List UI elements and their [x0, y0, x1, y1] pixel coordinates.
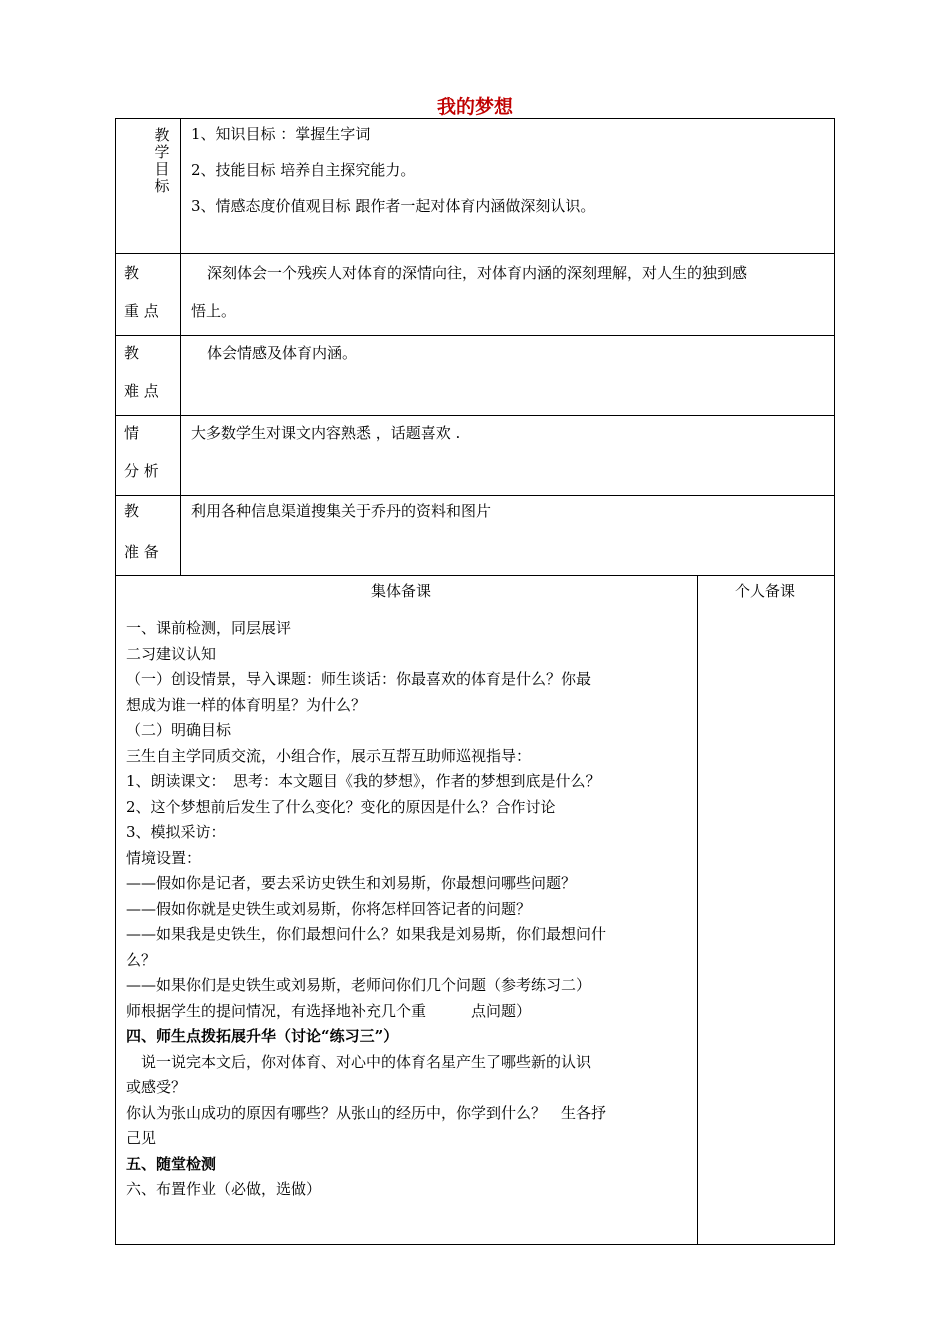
plan-line: ——如果我是史铁生，你们最想问什么？如果我是刘易斯，你们最想问什	[126, 925, 607, 943]
plan-line: （一）创设情景，导入课题：师生谈话：你最喜欢的体育是什么？你最	[126, 670, 592, 688]
analysis-row	[116, 416, 834, 496]
prep-label-top: 教	[124, 502, 140, 520]
difficulty-content-cell	[181, 336, 834, 415]
goals-label: 教学目标	[154, 126, 170, 195]
focus-label-bottom: 重 点	[124, 302, 159, 320]
plan-line: 3、模拟采访：	[126, 823, 226, 841]
plan-content	[126, 616, 691, 1203]
plan-line: 想成为谁一样的体育明星？为什么？	[126, 695, 367, 714]
goal-skill: 2、技能目标 培养自主探究能力。	[191, 161, 416, 179]
column-divider	[697, 576, 698, 1244]
difficulty-label-cell	[116, 336, 181, 415]
goal-emotion: 3、情感态度价值观目标 跟作者一起对体育内涵做深刻认识。	[191, 197, 596, 215]
plan-line: ——假如你是记者，要去采访史铁生和刘易斯，你最想问哪些问题？	[126, 874, 577, 892]
analysis-text: 大多数学生对课文内容熟悉 ，话题喜欢 .	[191, 424, 461, 442]
plan-section-heading: 五、随堂检测	[126, 1154, 217, 1173]
goals-row	[116, 119, 834, 254]
plan-line: 师根据学生的提问情况，有选择地补充几个重 点问题）	[126, 1001, 532, 1020]
focus-text-line2: 悟上。	[191, 302, 237, 320]
focus-label-top: 教	[124, 264, 140, 282]
analysis-label-top: 情	[124, 424, 140, 442]
plan-line: 六、布置作业（必做，选做）	[126, 1180, 322, 1198]
focus-content-cell	[181, 254, 834, 335]
analysis-label-bottom: 分 析	[124, 462, 159, 480]
plan-line: 2、这个梦想前后发生了什么变化？变化的原因是什么？合作讨论	[126, 797, 556, 816]
plan-line: 么？	[126, 950, 157, 969]
plan-line: ——假如你就是史铁生或刘易斯，你将怎样回答记者的问题？	[126, 899, 532, 918]
personal-plan-header: 个人备课	[735, 582, 796, 600]
plan-section-heading: 四、师生点拨拓展升华（讨论“练习三”）	[126, 1027, 399, 1045]
goals-label-cell	[116, 119, 181, 253]
focus-text-line1: 深刻体会一个残疾人对体育的深情向往，对体育内涵的深刻理解，对人生的独到感	[207, 264, 748, 282]
page-title: 我的梦想	[436, 96, 513, 118]
plan-line: （二）明确目标	[126, 721, 232, 739]
plan-line: 或感受？	[126, 1078, 187, 1096]
difficulty-text: 体会情感及体育内涵。	[207, 344, 358, 362]
analysis-label-cell	[116, 416, 181, 495]
goal-knowledge: 1、知识目标 ：掌握生字词	[191, 125, 371, 143]
prep-text: 利用各种信息渠道搜集关于乔丹的资料和图片	[191, 502, 492, 520]
plan-line: 己见	[126, 1129, 157, 1147]
difficulty-row	[116, 336, 834, 416]
difficulty-label-top: 教	[124, 344, 140, 362]
prep-row	[116, 496, 834, 576]
analysis-content-cell	[181, 416, 834, 495]
lesson-plan-table	[115, 575, 835, 1245]
plan-line: 说一说完本文后，你对体育、对心中的体育名星产生了哪些新的认识	[126, 1052, 592, 1071]
lesson-info-table	[115, 118, 835, 576]
plan-line: ——如果你们是史铁生或刘易斯，老师问你们几个问题（参考练习二）	[126, 976, 592, 994]
plan-line: 三生自主学同质交流，小组合作，展示互帮互助师巡视指导：	[126, 746, 532, 765]
group-plan-header: 集体备课	[371, 582, 432, 600]
plan-line: 1、朗读课文： 思考：本文题目《我的梦想》，作者的梦想到底是什么？	[126, 772, 601, 790]
plan-line: 二习建议认知	[126, 644, 217, 663]
prep-label-cell	[116, 496, 181, 576]
focus-row	[116, 254, 834, 336]
plan-line: 你认为张山成功的原因有哪些？从张山的经历中，你学到什么？ 生各抒	[126, 1103, 607, 1122]
focus-label-cell	[116, 254, 181, 335]
plan-line: 情境设置：	[126, 848, 202, 867]
difficulty-label-bottom: 难 点	[124, 382, 159, 400]
prep-label-bottom: 准 备	[124, 543, 159, 561]
prep-content-cell	[181, 496, 834, 576]
plan-line: 一、课前检测，同层展评	[126, 619, 292, 637]
goals-content-cell	[181, 119, 834, 253]
